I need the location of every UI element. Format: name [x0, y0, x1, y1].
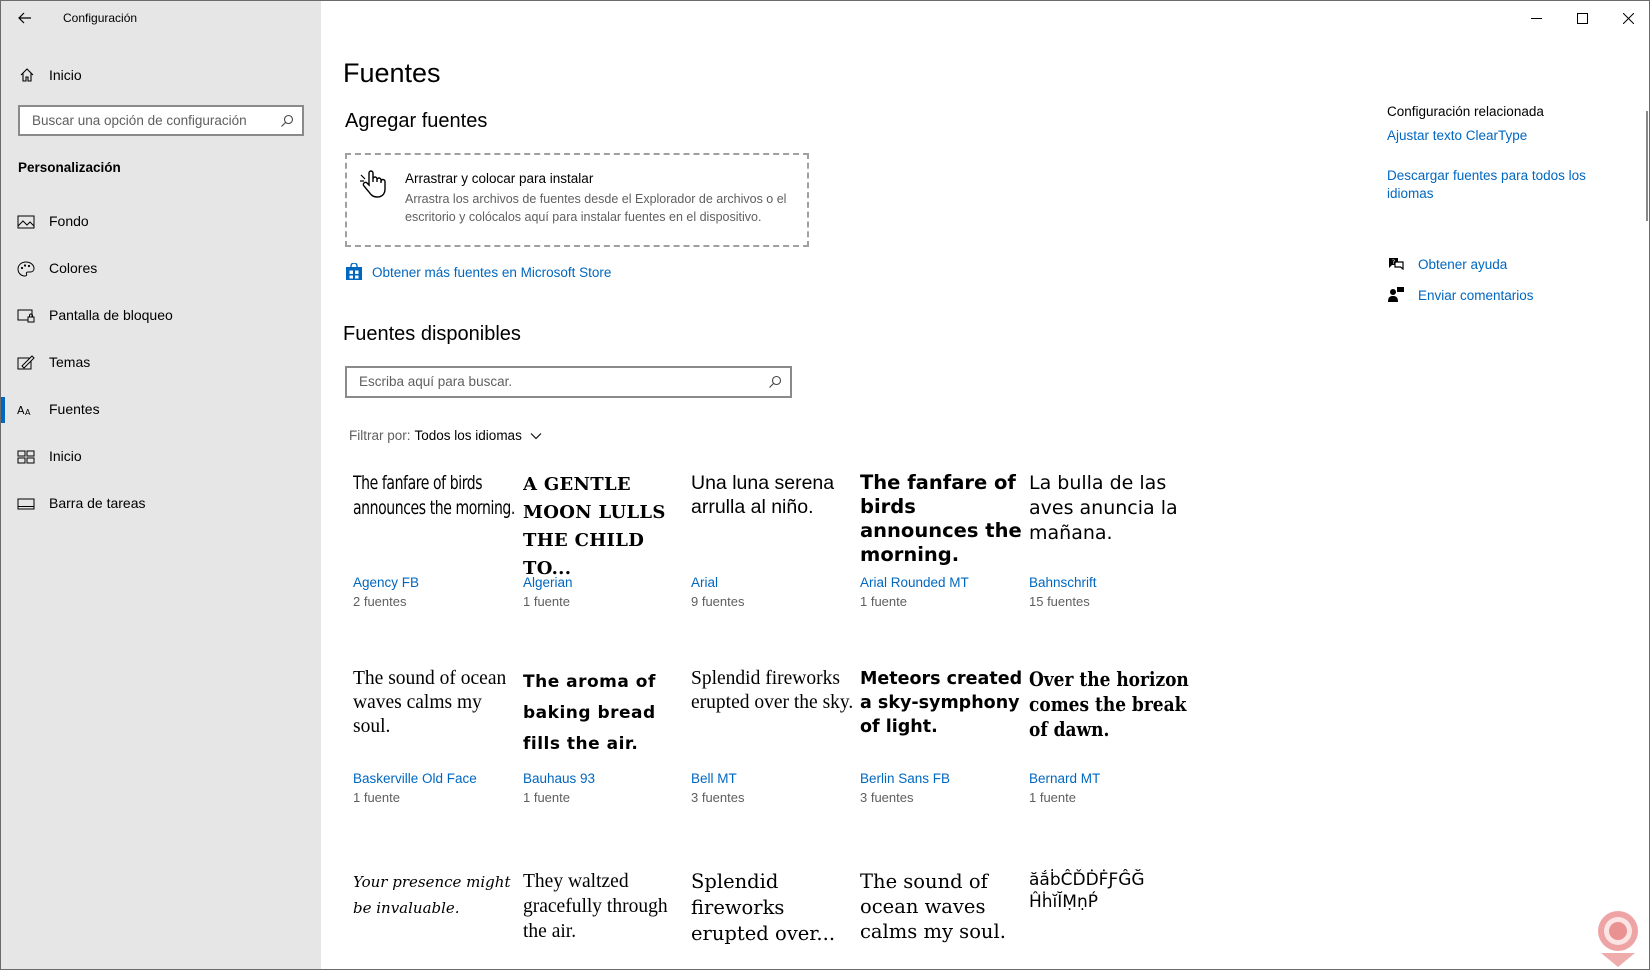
sidebar-item-label: Fondo	[49, 213, 89, 229]
maximize-icon	[1577, 13, 1588, 24]
sidebar	[1, 1, 321, 970]
available-fonts-heading: Fuentes disponibles	[343, 323, 521, 345]
font-count: 9 fuentes	[691, 594, 745, 609]
font-sample: The aroma of baking bread fills the air.	[523, 672, 656, 754]
window-controls	[1513, 1, 1650, 35]
related-heading: Configuración relacionada	[1387, 104, 1544, 119]
send-feedback-link[interactable]	[1387, 285, 1607, 307]
font-sample: They waltzed gracefully through the air.	[523, 871, 668, 942]
search-icon	[280, 114, 294, 128]
font-sample: The sound of ocean waves calms my soul.	[860, 870, 1006, 943]
feedback-icon	[1387, 287, 1405, 303]
font-count: 1 fuente	[353, 790, 400, 805]
font-count: 1 fuente	[860, 594, 907, 609]
back-arrow-icon	[18, 12, 32, 24]
font-sample: The fanfare of birds announces the morning.	[860, 471, 1022, 566]
font-name: Bauhaus 93	[523, 771, 596, 786]
sidebar-item-label: Pantalla de bloqueo	[49, 307, 173, 323]
sidebar-item-inicio[interactable]	[1, 436, 321, 478]
search-icon	[768, 375, 782, 389]
cleartype-link[interactable]: Ajustar texto ClearType	[1387, 128, 1528, 143]
close-button[interactable]	[1605, 1, 1650, 35]
font-sample: Your presence might be invaluable.	[353, 873, 511, 917]
font-name: Algerian	[523, 575, 573, 590]
font-sample: A GENTLE MOON LULLS THE CHILD TO...	[523, 474, 666, 579]
sidebar-item-label: Barra de tareas	[49, 495, 146, 511]
svg-text:A: A	[17, 404, 25, 417]
font-count: 1 fuente	[523, 594, 570, 609]
font-sample: Splendid fireworks erupted over the sky.	[691, 668, 854, 713]
image-icon	[17, 214, 35, 230]
scrollbar[interactable]	[1646, 111, 1648, 221]
sidebar-item-label: Fuentes	[49, 401, 100, 417]
back-button[interactable]	[11, 6, 39, 30]
font-name: Bahnschrift	[1029, 575, 1097, 590]
font-sample: The fanfare of birds announces the morning.	[353, 472, 515, 519]
sidebar-item-label: Inicio	[49, 448, 82, 464]
minimize-icon	[1531, 13, 1542, 24]
watermark-logo-icon	[1591, 909, 1645, 967]
store-icon	[345, 263, 363, 281]
filter-prefix: Filtrar por:	[349, 428, 411, 443]
microsoft-store-link[interactable]	[345, 263, 611, 281]
font-sample: Splendid fireworks erupted over...	[691, 870, 836, 945]
filter-value: Todos los idiomas	[414, 428, 522, 443]
fonts-icon	[17, 402, 35, 418]
sidebar-item-barra-de-tareas[interactable]	[1, 483, 321, 525]
minimize-button[interactable]	[1513, 1, 1559, 35]
sidebar-item-label: Temas	[49, 354, 91, 370]
lock-screen-icon	[17, 308, 35, 324]
settings-search-input[interactable]	[30, 112, 274, 129]
font-sample: Over the horizon comes the break of dawn.	[1029, 667, 1189, 741]
sidebar-item-label: Colores	[49, 260, 98, 276]
font-count: 1 fuente	[1029, 790, 1076, 805]
related-settings	[1387, 104, 1607, 203]
palette-icon	[17, 261, 35, 277]
font-search-box[interactable]	[345, 366, 792, 398]
drop-zone-description: Arrastra los archivos de fuentes desde el Explorador de archivos o el escritorio y colócalos aquí para instalar fuentes en el dispositivo.	[405, 192, 787, 224]
font-sample: ăắḃĈĎḊḞƑĜĞ ĤḣĭĬṂṇṔ	[1029, 870, 1145, 912]
maximize-button[interactable]	[1559, 1, 1605, 35]
font-sample: Meteors created a sky-symphony of light.	[860, 669, 1023, 737]
drop-zone-title: Arrastrar y colocar para instalar	[405, 171, 594, 186]
app-title: Configuración	[63, 11, 138, 25]
settings-search-box[interactable]	[18, 105, 304, 136]
font-search-input[interactable]	[357, 373, 741, 390]
font-name: Baskerville Old Face	[353, 771, 477, 786]
font-drop-zone[interactable]	[345, 153, 809, 247]
download-fonts-link[interactable]: Descargar fuentes para todos los idiomas	[1387, 168, 1586, 201]
close-icon	[1623, 13, 1634, 24]
section-heading: Personalización	[18, 160, 121, 175]
start-icon	[17, 449, 35, 465]
font-count: 15 fuentes	[1029, 594, 1090, 609]
font-name: Berlin Sans FB	[860, 771, 951, 786]
font-name: Arial	[691, 575, 719, 590]
themes-icon	[17, 355, 35, 371]
chevron-down-icon	[530, 432, 542, 440]
get-help-label: Obtener ayuda	[1418, 257, 1508, 272]
page-title: Fuentes	[343, 58, 441, 88]
home-icon	[19, 67, 35, 83]
font-sample: La bulla de las aves anuncia la mañana.	[1029, 472, 1178, 544]
font-count: 3 fuentes	[860, 790, 914, 805]
active-indicator	[1, 397, 5, 423]
help-icon	[1387, 256, 1405, 272]
svg-text:?: ?	[1391, 258, 1396, 266]
sidebar-item-fuentes[interactable]	[1, 389, 321, 431]
font-sample: The sound of ocean waves calms my soul.	[353, 668, 507, 737]
language-filter[interactable]	[349, 428, 542, 443]
font-name: Arial Rounded MT	[860, 575, 969, 590]
font-count: 2 fuentes	[353, 594, 407, 609]
send-feedback-label: Enviar comentarios	[1418, 288, 1534, 303]
font-sample: Una luna serena arrulla al niño.	[691, 472, 835, 518]
main-content	[321, 1, 1650, 970]
taskbar-icon	[17, 496, 35, 512]
nav-home[interactable]	[1, 59, 321, 91]
store-link-label: Obtener más fuentes en Microsoft Store	[372, 264, 612, 280]
sidebar-item-temas[interactable]	[1, 342, 321, 384]
font-name: Bell MT	[691, 771, 737, 786]
font-count: 1 fuente	[523, 790, 570, 805]
font-count: 3 fuentes	[691, 790, 745, 805]
nav-home-label: Inicio	[49, 67, 82, 83]
sidebar-item-fondo[interactable]	[1, 201, 321, 243]
hand-drag-icon	[359, 167, 393, 199]
sidebar-item-pantalla-de-bloqueo[interactable]	[1, 295, 321, 337]
svg-text:A: A	[25, 408, 31, 417]
get-help-link[interactable]	[1387, 254, 1607, 276]
sidebar-item-colores[interactable]	[1, 248, 321, 290]
add-fonts-heading: Agregar fuentes	[345, 110, 488, 132]
font-name: Bernard MT	[1029, 771, 1101, 786]
font-name: Agency FB	[353, 575, 420, 590]
